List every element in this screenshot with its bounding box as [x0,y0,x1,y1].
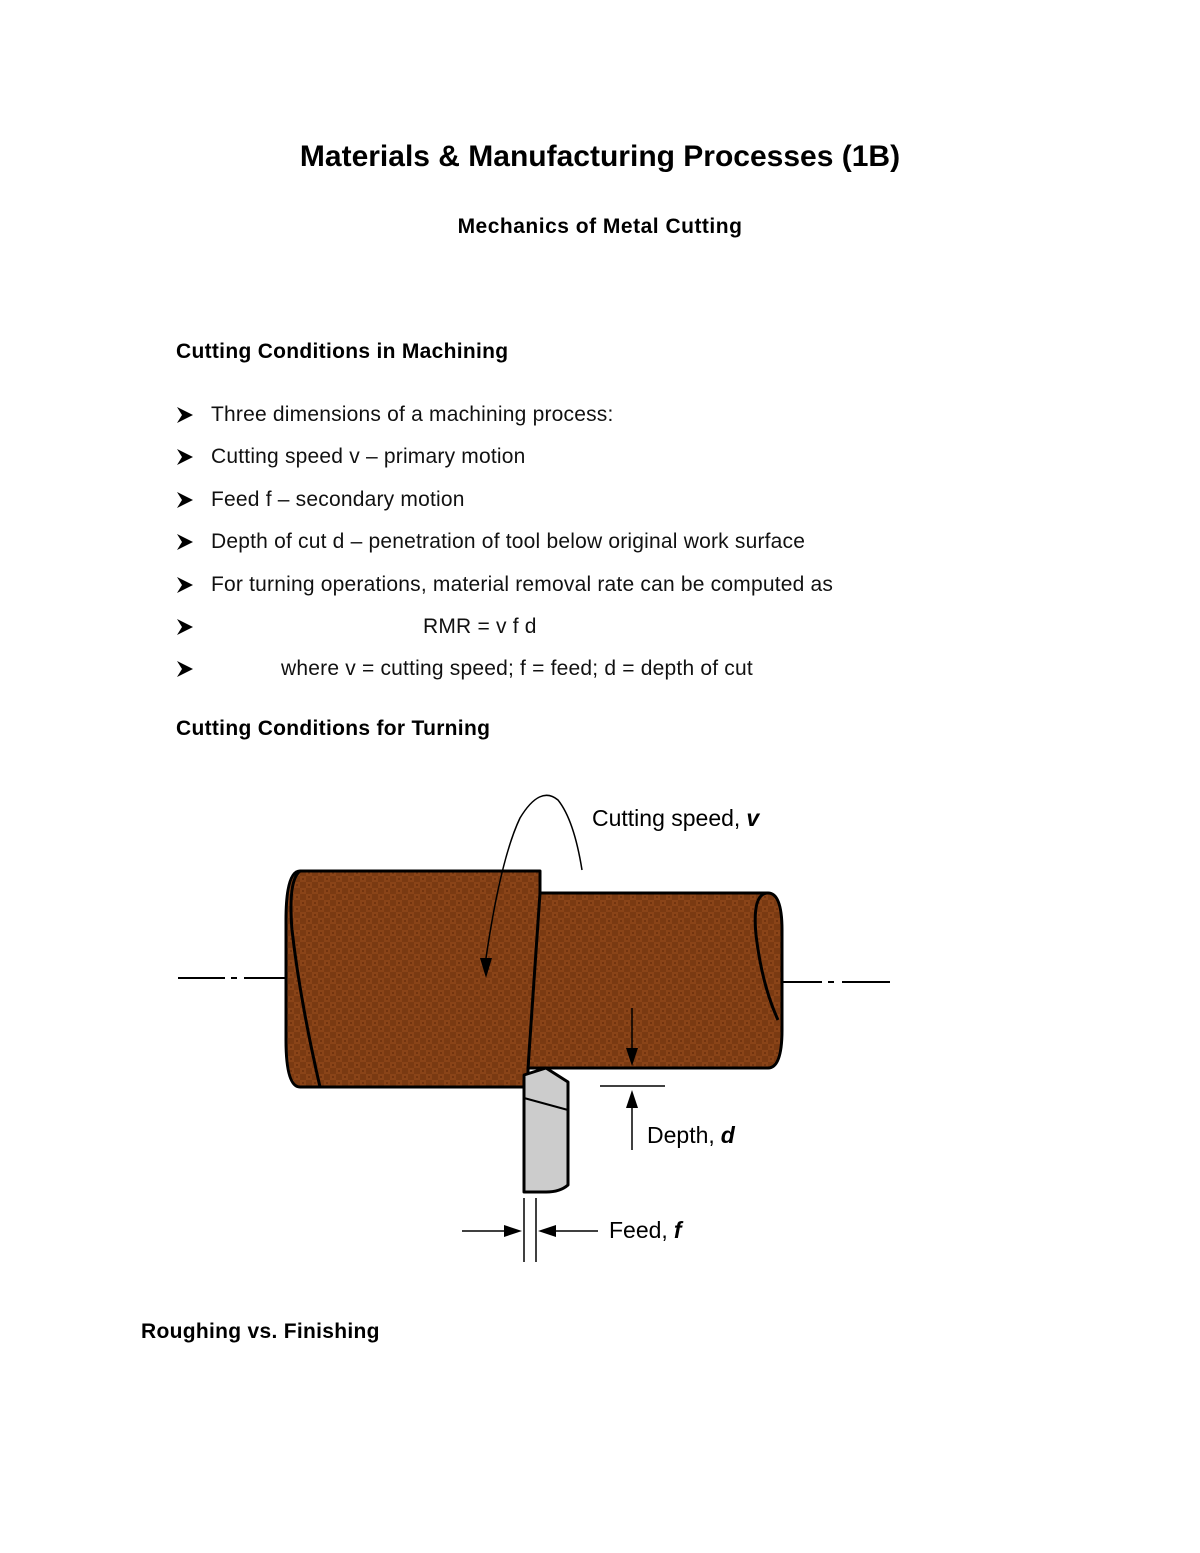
cutting-tool [524,1068,568,1192]
page-title: Materials & Manufacturing Processes (1B) [299,140,901,173]
depth-arrowhead-up [626,1090,638,1108]
bullet-text: where v = cutting speed; f = feed; d = depth of cut [281,657,753,681]
section-heading-roughing-finishing: Roughing vs. Finishing [141,1320,380,1343]
formula-text: RMR = v f d [423,614,537,638]
workpiece-original-section [286,871,540,1087]
cutting-speed-label: Cutting speed, v [592,805,760,831]
section-heading-cutting-conditions-machining: Cutting Conditions in Machining [176,340,509,363]
page-subtitle: Mechanics of Metal Cutting [457,215,743,238]
bullet-text: For turning operations, material removal rate can be computed as [211,572,834,596]
bullet-text: Depth of cut d – penetration of tool below original work surface [211,530,806,554]
bullet-text: Three dimensions of a machining process: [211,403,614,426]
feed-arrowhead-left [538,1225,556,1237]
arrow-bullet-icon [176,448,194,466]
bullet-text: Feed f – secondary motion [211,487,465,511]
bullet-text: Cutting speed v – primary motion [211,445,526,469]
feed-label: Feed, f [609,1217,682,1243]
turning-diagram [170,780,900,1270]
workpiece-machined-section [528,893,782,1068]
arrow-bullet-icon [176,533,194,551]
arrow-bullet-icon [176,660,194,678]
arrow-bullet-icon [176,618,194,636]
feed-arrowhead-right [504,1225,522,1237]
arrow-bullet-icon [176,491,194,509]
depth-label: Depth, d [647,1122,735,1148]
section-heading-cutting-conditions-turning: Cutting Conditions for Turning [176,717,491,740]
arrow-bullet-icon [176,576,194,594]
arrow-bullet-icon [176,406,194,424]
